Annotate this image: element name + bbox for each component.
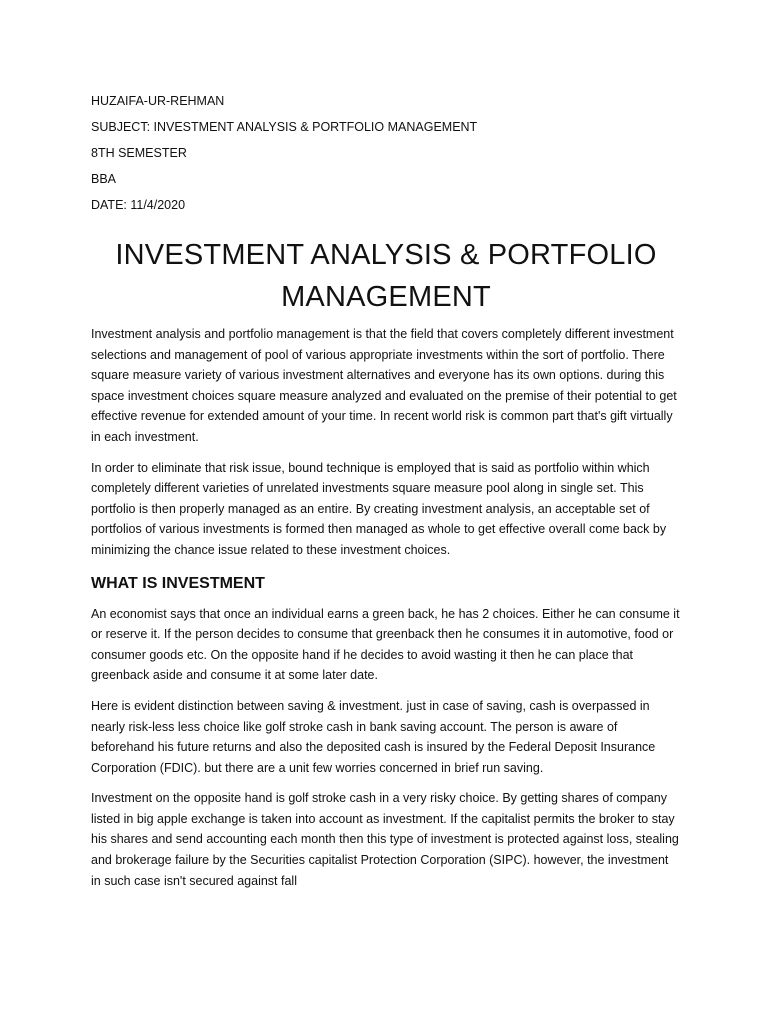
date-line: DATE: 11/4/2020: [91, 198, 186, 212]
section-paragraph-2: Here is evident distinction between saving & investment. just in case of saving, cash is overpassed in nearly risk-less less choice like golf stroke cash in bank saving account. The person is aware of beforehand his future returns and also the deposited cash is insured by the Federal Deposit Insurance Corporation (FDIC). but there are a unit few worries concerned in brief run saving.: [91, 698, 656, 775]
subject-line: SUBJECT: INVESTMENT ANALYSIS & PORTFOLIO MANAGEMENT: [91, 120, 478, 134]
section-heading: WHAT IS INVESTMENT: [91, 574, 265, 592]
document-title-line-1: INVESTMENT ANALYSIS & PORTFOLIO: [115, 239, 657, 271]
document-content: [91, 93, 681, 901]
author-line: HUZAIFA-UR-REHMAN: [91, 94, 225, 108]
intro-paragraph-1: Investment analysis and portfolio management is that the field that covers completely different investment selections and management of pool of various appropriate investments within the sort of portfolio. There square measure variety of various investment alternatives and everyone has its own options. during this space investment choices square measure analyzed and evaluated on the premise of their potential to get effective revenue for extended amount of your time. In recent world risk is common part that's gift virtually in each investment.: [91, 327, 677, 444]
section-paragraph-3: Investment on the opposite hand is golf stroke cash in a very risky choice. By getting shares of company listed in big apple exchange is taken into account as investment. If the capitalist permits the broker to stay his shares and send accounting each month then this type of investment is protected against loss, stealing and brokerage failure by the Securities capitalist Protection Corporation (SIPC). however, the investment in such case isn't secured against fall: [91, 791, 679, 888]
section-paragraph-1: An economist says that once an individual earns a green back, he has 2 choices. Either he can consume it or reserve it. If the person decides to consume that greenback then he consumes it in automotive, food or consumer goods etc. On the opposite hand if he decides to avoid wasting it then he can place that greenback aside and consume it at some later date.: [91, 606, 680, 683]
intro-paragraph-2: In order to eliminate that risk issue, bound technique is employed that is said as portfolio within which completely different varieties of unrelated investments square measure pool along in single set. This portfolio is then properly managed as an entire. By creating investment analysis, an acceptable set of portfolios of various investments is formed then managed as whole to get effective overall come back by minimizing the chance issue related to these investment choices.: [91, 460, 667, 557]
semester-line: 8TH SEMESTER: [91, 146, 187, 160]
document-title-line-2: MANAGEMENT: [281, 281, 491, 313]
document-header: [91, 93, 681, 214]
program-line: BBA: [91, 172, 117, 186]
document-title: [87, 234, 685, 318]
